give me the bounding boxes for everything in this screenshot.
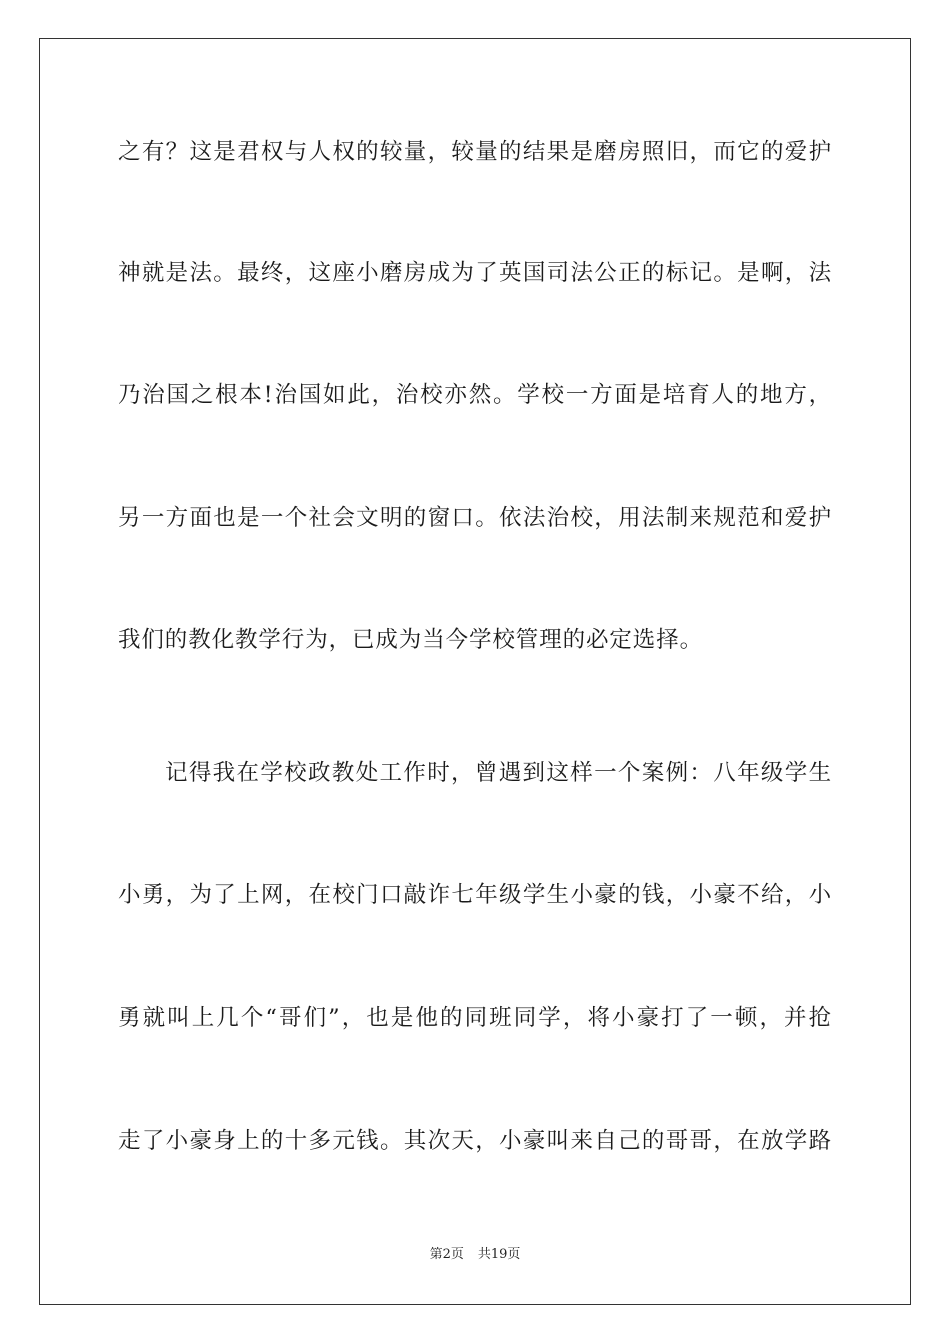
text-line-9: 走了小豪身上的十多元钱。其次天，小豪叫来自己的哥哥，在放学路 (118, 1128, 832, 1154)
text-line-6: 记得我在学校政教处工作时，曾遇到这样一个案例：八年级学生 (165, 760, 832, 786)
text-line-5: 我们的教化教学行为，已成为当今学校管理的必定选择。 (118, 627, 704, 653)
current-page-number: 第2页 (429, 1247, 464, 1262)
text-line-4: 另一方面也是一个社会文明的窗口。依法治校，用法制来规范和爱护 (118, 505, 832, 531)
text-line-8: 勇就叫上几个“哥们”，也是他的同班同学，将小豪打了一顿，并抢 (118, 1005, 832, 1031)
total-page-count: 共19页 (477, 1247, 521, 1262)
text-line-3: 乃治国之根本!治国如此，治校亦然。学校一方面是培育人的地方， (118, 382, 832, 408)
text-line-7: 小勇，为了上网，在校门口敲诈七年级学生小豪的钱，小豪不给，小 (118, 882, 832, 908)
page-footer (0, 1246, 950, 1264)
text-line-2: 神就是法。最终，这座小磨房成为了英国司法公正的标记。是啊，法 (118, 260, 832, 286)
page-border (39, 38, 911, 1305)
text-line-1: 之有？这是君权与人权的较量，较量的结果是磨房照旧，而它的爱护 (118, 139, 832, 165)
